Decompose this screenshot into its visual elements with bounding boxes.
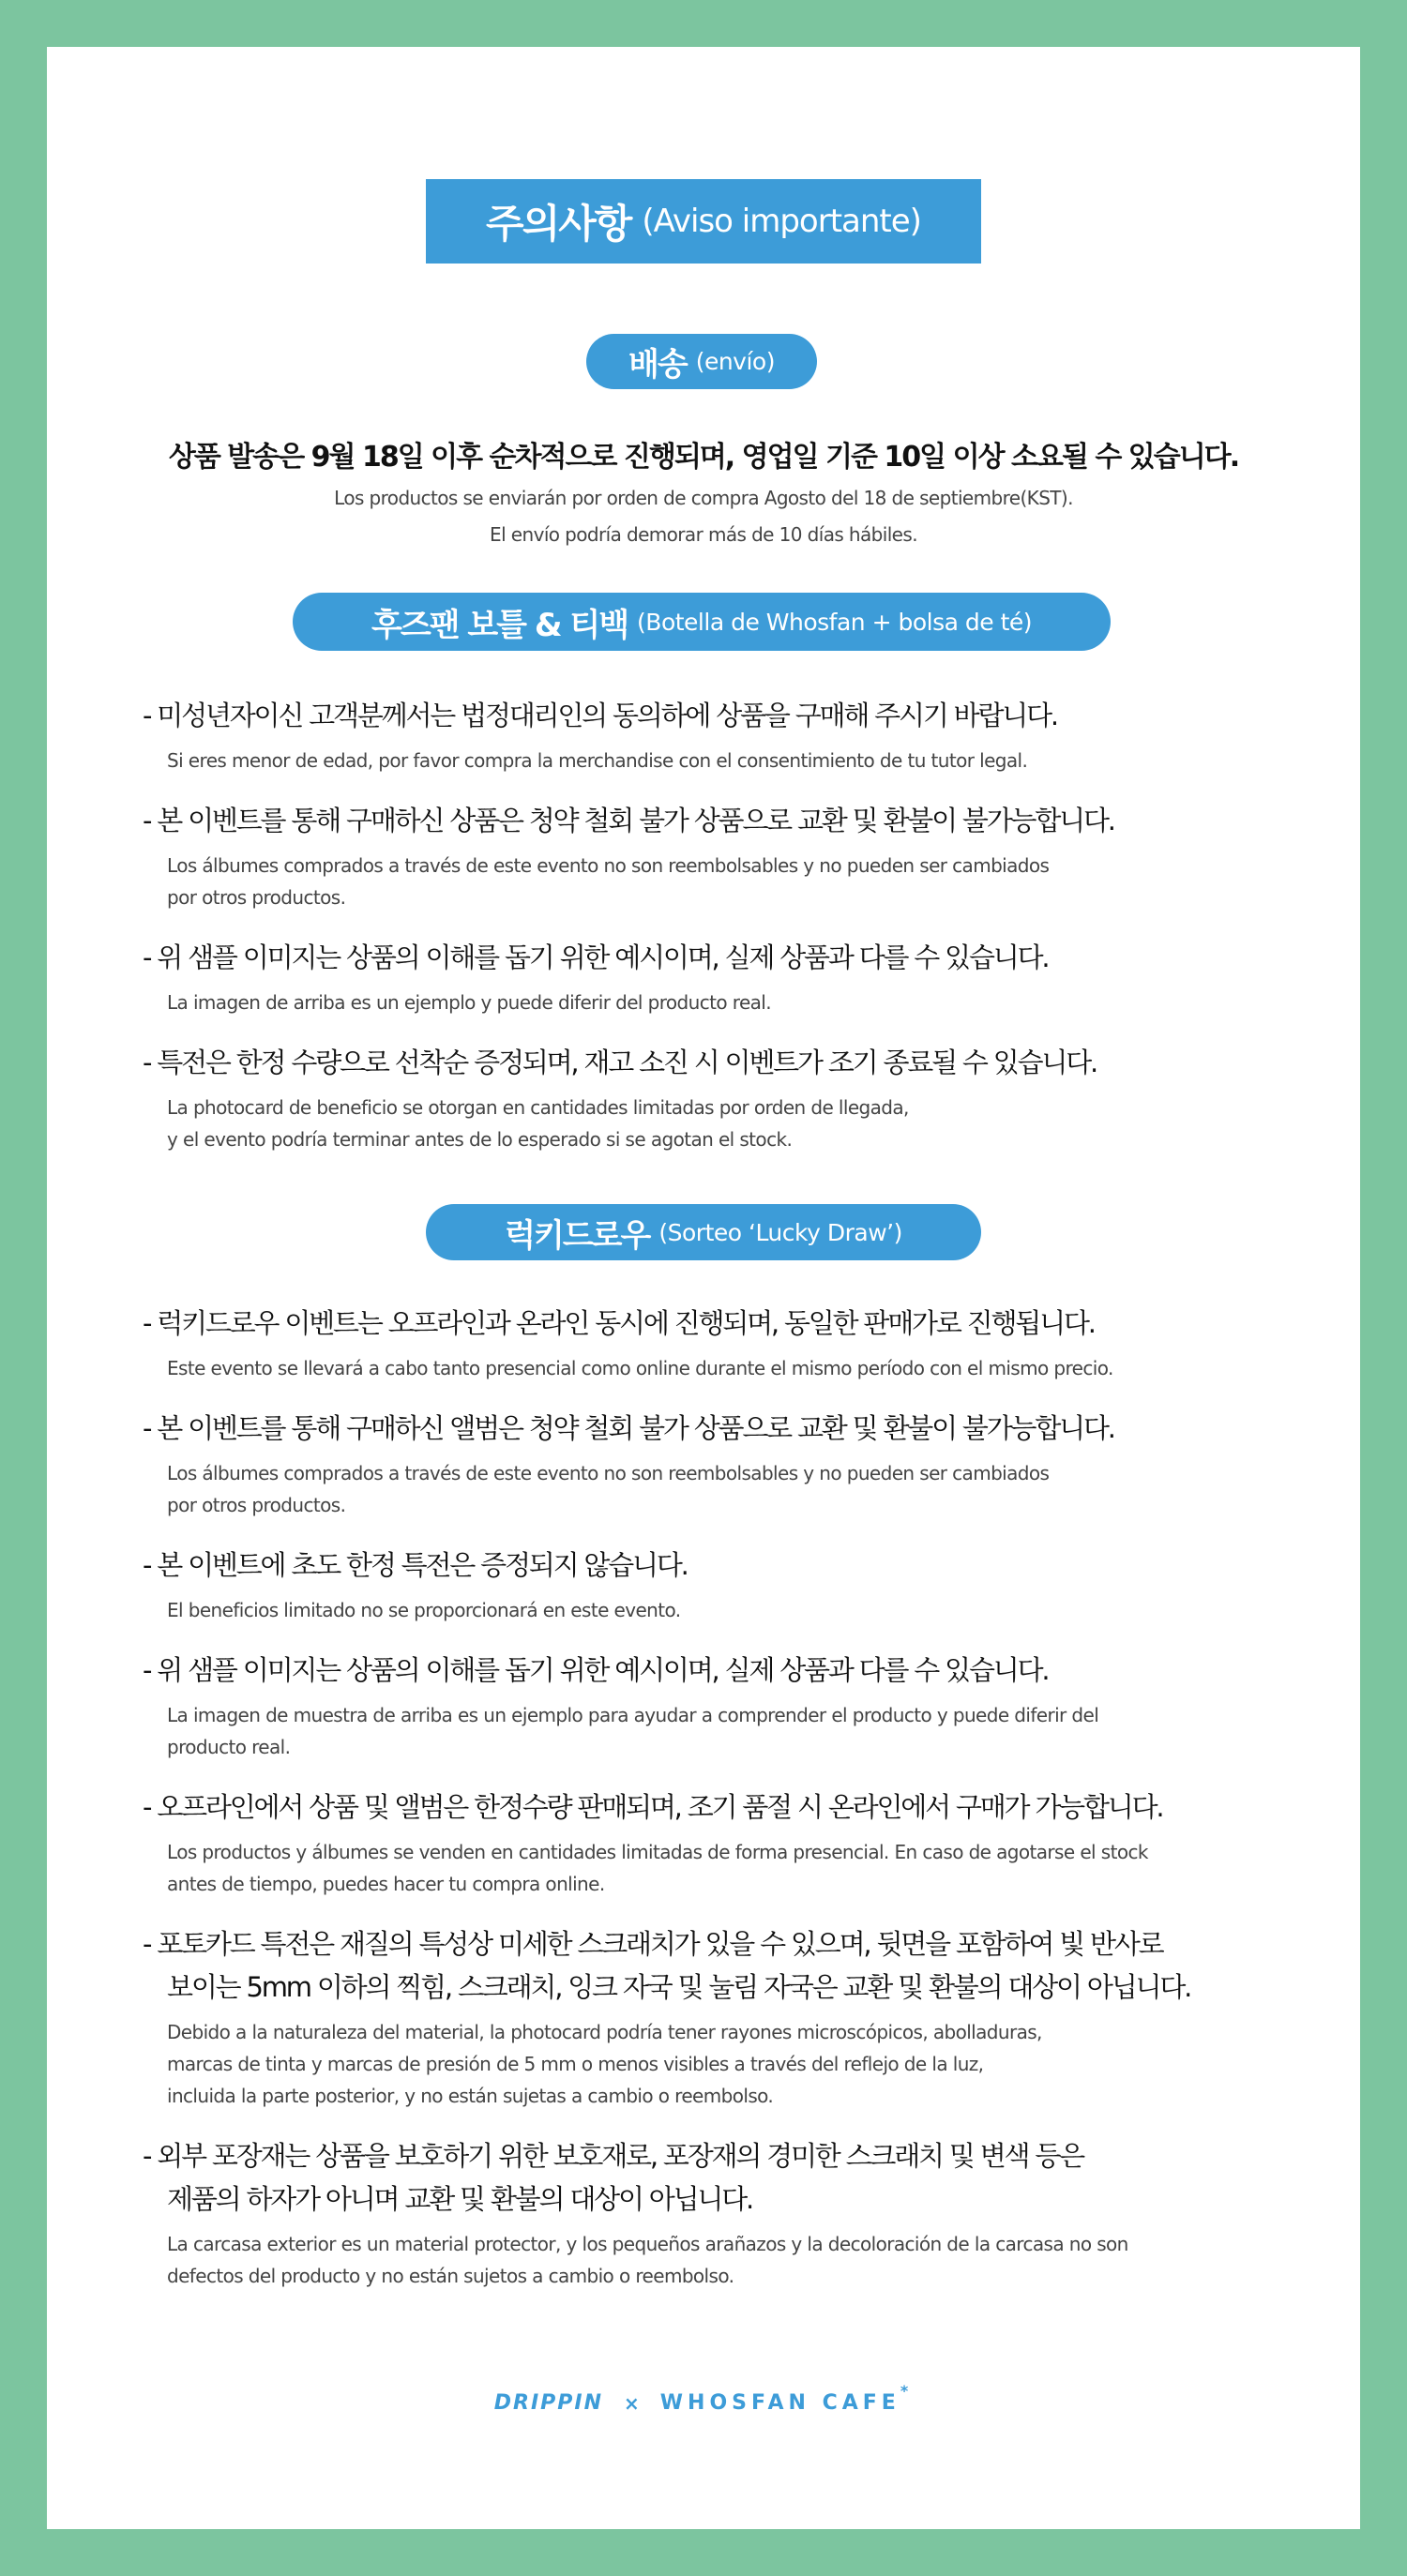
notice-ko: - 미성년자이신 고객분께서는 법정대리인의 동의하에 상품을 구매해 주시기 바랍니다.	[143, 700, 1057, 731]
notice-item	[143, 2134, 1324, 2292]
notice-item	[143, 694, 1324, 776]
notice-es: Este evento se llevará a cabo tanto presencial como online durante el mismo período con el mismo precio.	[167, 1357, 1113, 1379]
title-es: (Aviso importante)	[642, 203, 921, 240]
notice-ko: - 위 샘플 이미지는 상품의 이해를 돕기 위한 예시이며, 실제 상품과 다를 수 있습니다.	[143, 1654, 1049, 1686]
notice-ko: - 럭키드로우 이벤트는 오프라인과 온라인 동시에 진행되며, 동일한 판매가로 진행됩니다.	[143, 1307, 1095, 1339]
notice-item	[143, 1922, 1324, 2112]
notice-es: El beneficios limitado no se proporcionará en este evento.	[167, 1599, 681, 1621]
shipping-lead: 상품 발송은 9월 18일 이후 순차적으로 진행되며, 영업일 기준 10일 이상 소요될 수 있습니다.	[168, 441, 1239, 474]
notice-ko: - 본 이벤트를 통해 구매하신 상품은 청약 철회 불가 상품으로 교환 및 환불이 불가능합니다.	[143, 805, 1114, 836]
section-label-ko: 럭키드로우	[505, 1216, 650, 1255]
star-icon: *	[900, 2382, 914, 2400]
notice-es: Los álbumes comprados a través de este evento no son reembolsables y no pueden ser cambiados por otros productos.	[167, 1462, 1050, 1516]
section-shipping-header	[586, 334, 817, 389]
notice-es: La imagen de arriba es un ejemplo y puede diferir del producto real.	[167, 991, 772, 1014]
notice-es: Debido a la naturaleza del material, la photocard podría tener rayones microscópicos, abolladuras, marcas de tinta y marcas de presión de 5 mm o menos visibles a través del reflejo de la luz, incluida la parte posterior, y no están sujetas a cambio o reembolso.	[167, 2021, 1042, 2107]
notice-ko: - 외부 포장재는 상품을 보호하기 위한 보호재로, 포장재의 경미한 스크래치 및 변색 등은 제품의 하자가 아니며 교환 및 환불의 대상이 아닙니다.	[143, 2140, 1083, 2215]
footer-logo	[47, 2382, 1360, 2415]
title-ko: 주의사항	[486, 201, 631, 247]
notice-es: La carcasa exterior es un material protector, y los pequeños arañazos y la decoloración de la carcasa no son defectos del producto y no están sujetos a cambio o reembolso.	[167, 2233, 1128, 2287]
shipping-sub	[47, 480, 1360, 553]
shipping-sub-line: Los productos se enviarán por orden de compra Agosto del 18 de septiembre(KST).	[334, 487, 1073, 509]
notice-es: Si eres menor de edad, por favor compra la merchandise con el consentimiento de tu tutor legal.	[167, 749, 1028, 772]
section-label-es: (Botella de Whosfan + bolsa de té)	[637, 608, 1033, 636]
notice-item	[143, 1649, 1324, 1763]
notice-item	[143, 936, 1324, 1018]
section-label-ko: 배송	[628, 346, 687, 384]
notice-ko: - 본 이벤트에 초도 한정 특전은 증정되지 않습니다.	[143, 1549, 688, 1581]
notice-es: La photocard de beneficio se otorgan en cantidades limitadas por orden de llegada, y el evento podría terminar antes de lo esperado si se agotan el stock.	[167, 1096, 909, 1151]
section-lucky-header	[426, 1204, 981, 1260]
notice-ko: - 위 샘플 이미지는 상품의 이해를 돕기 위한 예시이며, 실제 상품과 다를 수 있습니다.	[143, 942, 1049, 973]
notice-es: Los álbumes comprados a través de este evento no son reembolsables y no pueden ser cambiados por otros productos.	[167, 854, 1050, 909]
section-label-es: (envío)	[695, 348, 775, 375]
notice-es: Los productos y álbumes se venden en cantidades limitadas de forma presencial. En caso de agotarse el stock antes de tiempo, puedes hacer tu compra online.	[167, 1841, 1148, 1895]
brand-drippin: DRIPPIN	[493, 2391, 604, 2415]
section-label-ko: 후즈팬 보틀 & 티백	[371, 606, 628, 644]
notice-item	[143, 1302, 1324, 1384]
section-label-es: (Sorteo ‘Lucky Draw’)	[658, 1218, 902, 1246]
lucky-notice-list	[143, 1302, 1324, 2314]
bottle-notice-list	[143, 694, 1324, 1178]
brand-whosfan: WHOSFAN CAFE	[659, 2391, 900, 2415]
collab-separator: ×	[624, 2391, 640, 2415]
notice-ko: - 포토카드 특전은 재질의 특성상 미세한 스크래치가 있을 수 있으며, 뒷면을 포함하여 빛 반사로 보이는 5mm 이하의 찍힘, 스크래치, 잉크 자국 및 눌림 자국은 교환 및 환불의 대상이 아닙니다.	[143, 1928, 1191, 2003]
notice-ko: - 본 이벤트를 통해 구매하신 앨범은 청약 철회 불가 상품으로 교환 및 환불이 불가능합니다.	[143, 1412, 1114, 1444]
notice-item	[143, 1041, 1324, 1155]
shipping-sub-line: El envío podría demorar más de 10 días hábiles.	[490, 523, 917, 546]
page-title	[426, 179, 981, 264]
notice-ko: - 특전은 한정 수량으로 선착순 증정되며, 재고 소진 시 이벤트가 조기 종료될 수 있습니다.	[143, 1047, 1097, 1078]
notice-card	[47, 47, 1360, 2529]
notice-es: La imagen de muestra de arriba es un ejemplo para ayudar a comprender el producto y puede diferir del producto real.	[167, 1704, 1099, 1758]
notice-item	[143, 1407, 1324, 1521]
notice-item	[143, 1785, 1324, 1900]
notice-ko: - 오프라인에서 상품 및 앨범은 한정수량 판매되며, 조기 품절 시 온라인에서 구매가 가능합니다.	[143, 1791, 1163, 1823]
notice-item	[143, 1544, 1324, 1626]
section-bottle-header	[293, 593, 1111, 651]
notice-item	[143, 799, 1324, 913]
